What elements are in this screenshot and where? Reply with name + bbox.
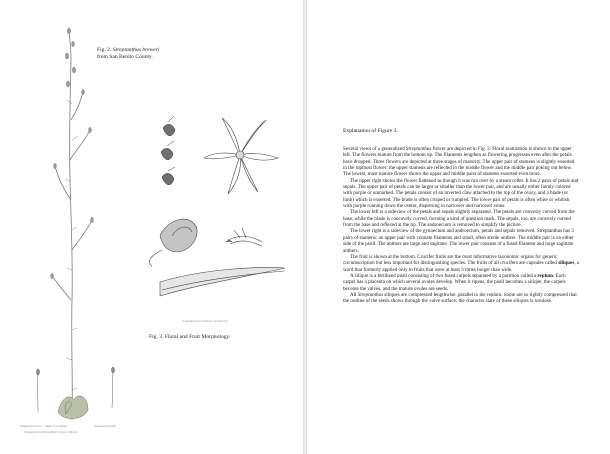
paragraph-2: The upper right shows the flower flattened as though it was run over by a steam roller. It has 2 pairs of petals and sepals. The upper pair of petals can be larger or smaller than the lower pair, and are usually either faintly colored with purple or unmarked. The petals consist of an inverted claw attached to the top of the ovary, and a blade (or limb) which is exserted. The blade is often crisped or rumpled. The lower pair of petals is often white or whitish with purple running down the center, dispersing in narrower and narrower veins. xyxy=(343,177,579,210)
explanation-title: Explanation of Figure 3. xyxy=(343,128,398,134)
paragraph-1: Several views of a generalized Streptanthus flower are depicted in Fig. 3. Floral maturation is shown in the upper left. The flowers mature from the bottom up. The filaments lengthen as flowering progresses even after the petals have dropped. Three flowers are depicted at three stages of maturity. The upper pair of stamens is slightly exserted in the topmost flower; the upper stamens are reflected in the middle flower and the middle pair poking out below. The lowest, most mature flower shows the upper and middle pairs of stamens exserted even more. xyxy=(343,146,575,178)
left-page xyxy=(0,0,303,454)
fig2-credit-left-line2: Streptanthus breweri San Benito County, California xyxy=(24,431,78,434)
fig2-credit-left: Streptanthus breweri — Brewer's Jewelflower xyxy=(20,425,68,428)
paragraph-6: A silique is a fertilized pistil consisting of two fused carpels separated by a partition called a replum. Each carpel has a placenta on which several ovules develop. When it ripens, the pistil becomes a silique, the carpels become the valves, and the mature ovules are seeds. xyxy=(343,272,566,292)
fig3-petal-sideview xyxy=(149,219,197,266)
paragraph-3: The lower left is a sideview of the petals and sepals slightly separated. The petals are convexly curved from the base, while the blade is concavely curved, forming a kind of question mark. The sepals, too, are convexly curved from the base and reflexed at the tip. The androecium is removed to simplify the picture. xyxy=(343,209,575,229)
fig2-label: Fig. 2. xyxy=(97,47,113,53)
fig3-maturation-flowers xyxy=(161,116,175,185)
paragraph-4: The lower right is a sideview of the gynoecium and androecium, petals and sepals removed. Streptanthus has 3 pairs of stamens: an upper pair with connate filaments and small, often sterile anthers. The middle pair is on either side of the pistil. The anthers are large and sagittate. The lower pair consists of a fused filament and large sagittate anthers. xyxy=(343,228,574,254)
fig3-silique xyxy=(160,268,285,296)
paragraph-7: All Streptanthus siliques are compressed lengthwise, parallel to the replum. Some are so tightly compressed that the outline of the seeds shows through the valve surface; the character state of these siliques is torulose. xyxy=(343,291,577,305)
fig2-credit-right: botanical illustration xyxy=(94,425,116,428)
fig3-flattened-flower xyxy=(204,118,278,194)
paragraph-5: The fruit is shown at the bottom. Crucifer fruits are the most informative taxonomic organs for generic circumscription but less important for distinguishing species. The fruits of all crucifers are capsules called siliques, a word that formerly applied only to fruits that were at least 3 times longer than wide. xyxy=(343,253,579,273)
fig2-caption xyxy=(97,47,160,61)
fig2-locality: from San Benito County. xyxy=(97,54,153,60)
fig3-gynoecium-sideview xyxy=(226,228,262,246)
fig3-illustrator-credit: Streptanthus breweri (Brewer's jewelflower) xyxy=(182,320,228,323)
right-page xyxy=(307,0,610,454)
fig2-plant-illustration xyxy=(0,0,303,454)
fig3-caption: Fig. 3. Floral and Fruit Morphology. xyxy=(149,334,231,340)
fig2-species-name: Streptanthus breweri xyxy=(112,47,160,53)
explanation-body xyxy=(343,146,579,305)
